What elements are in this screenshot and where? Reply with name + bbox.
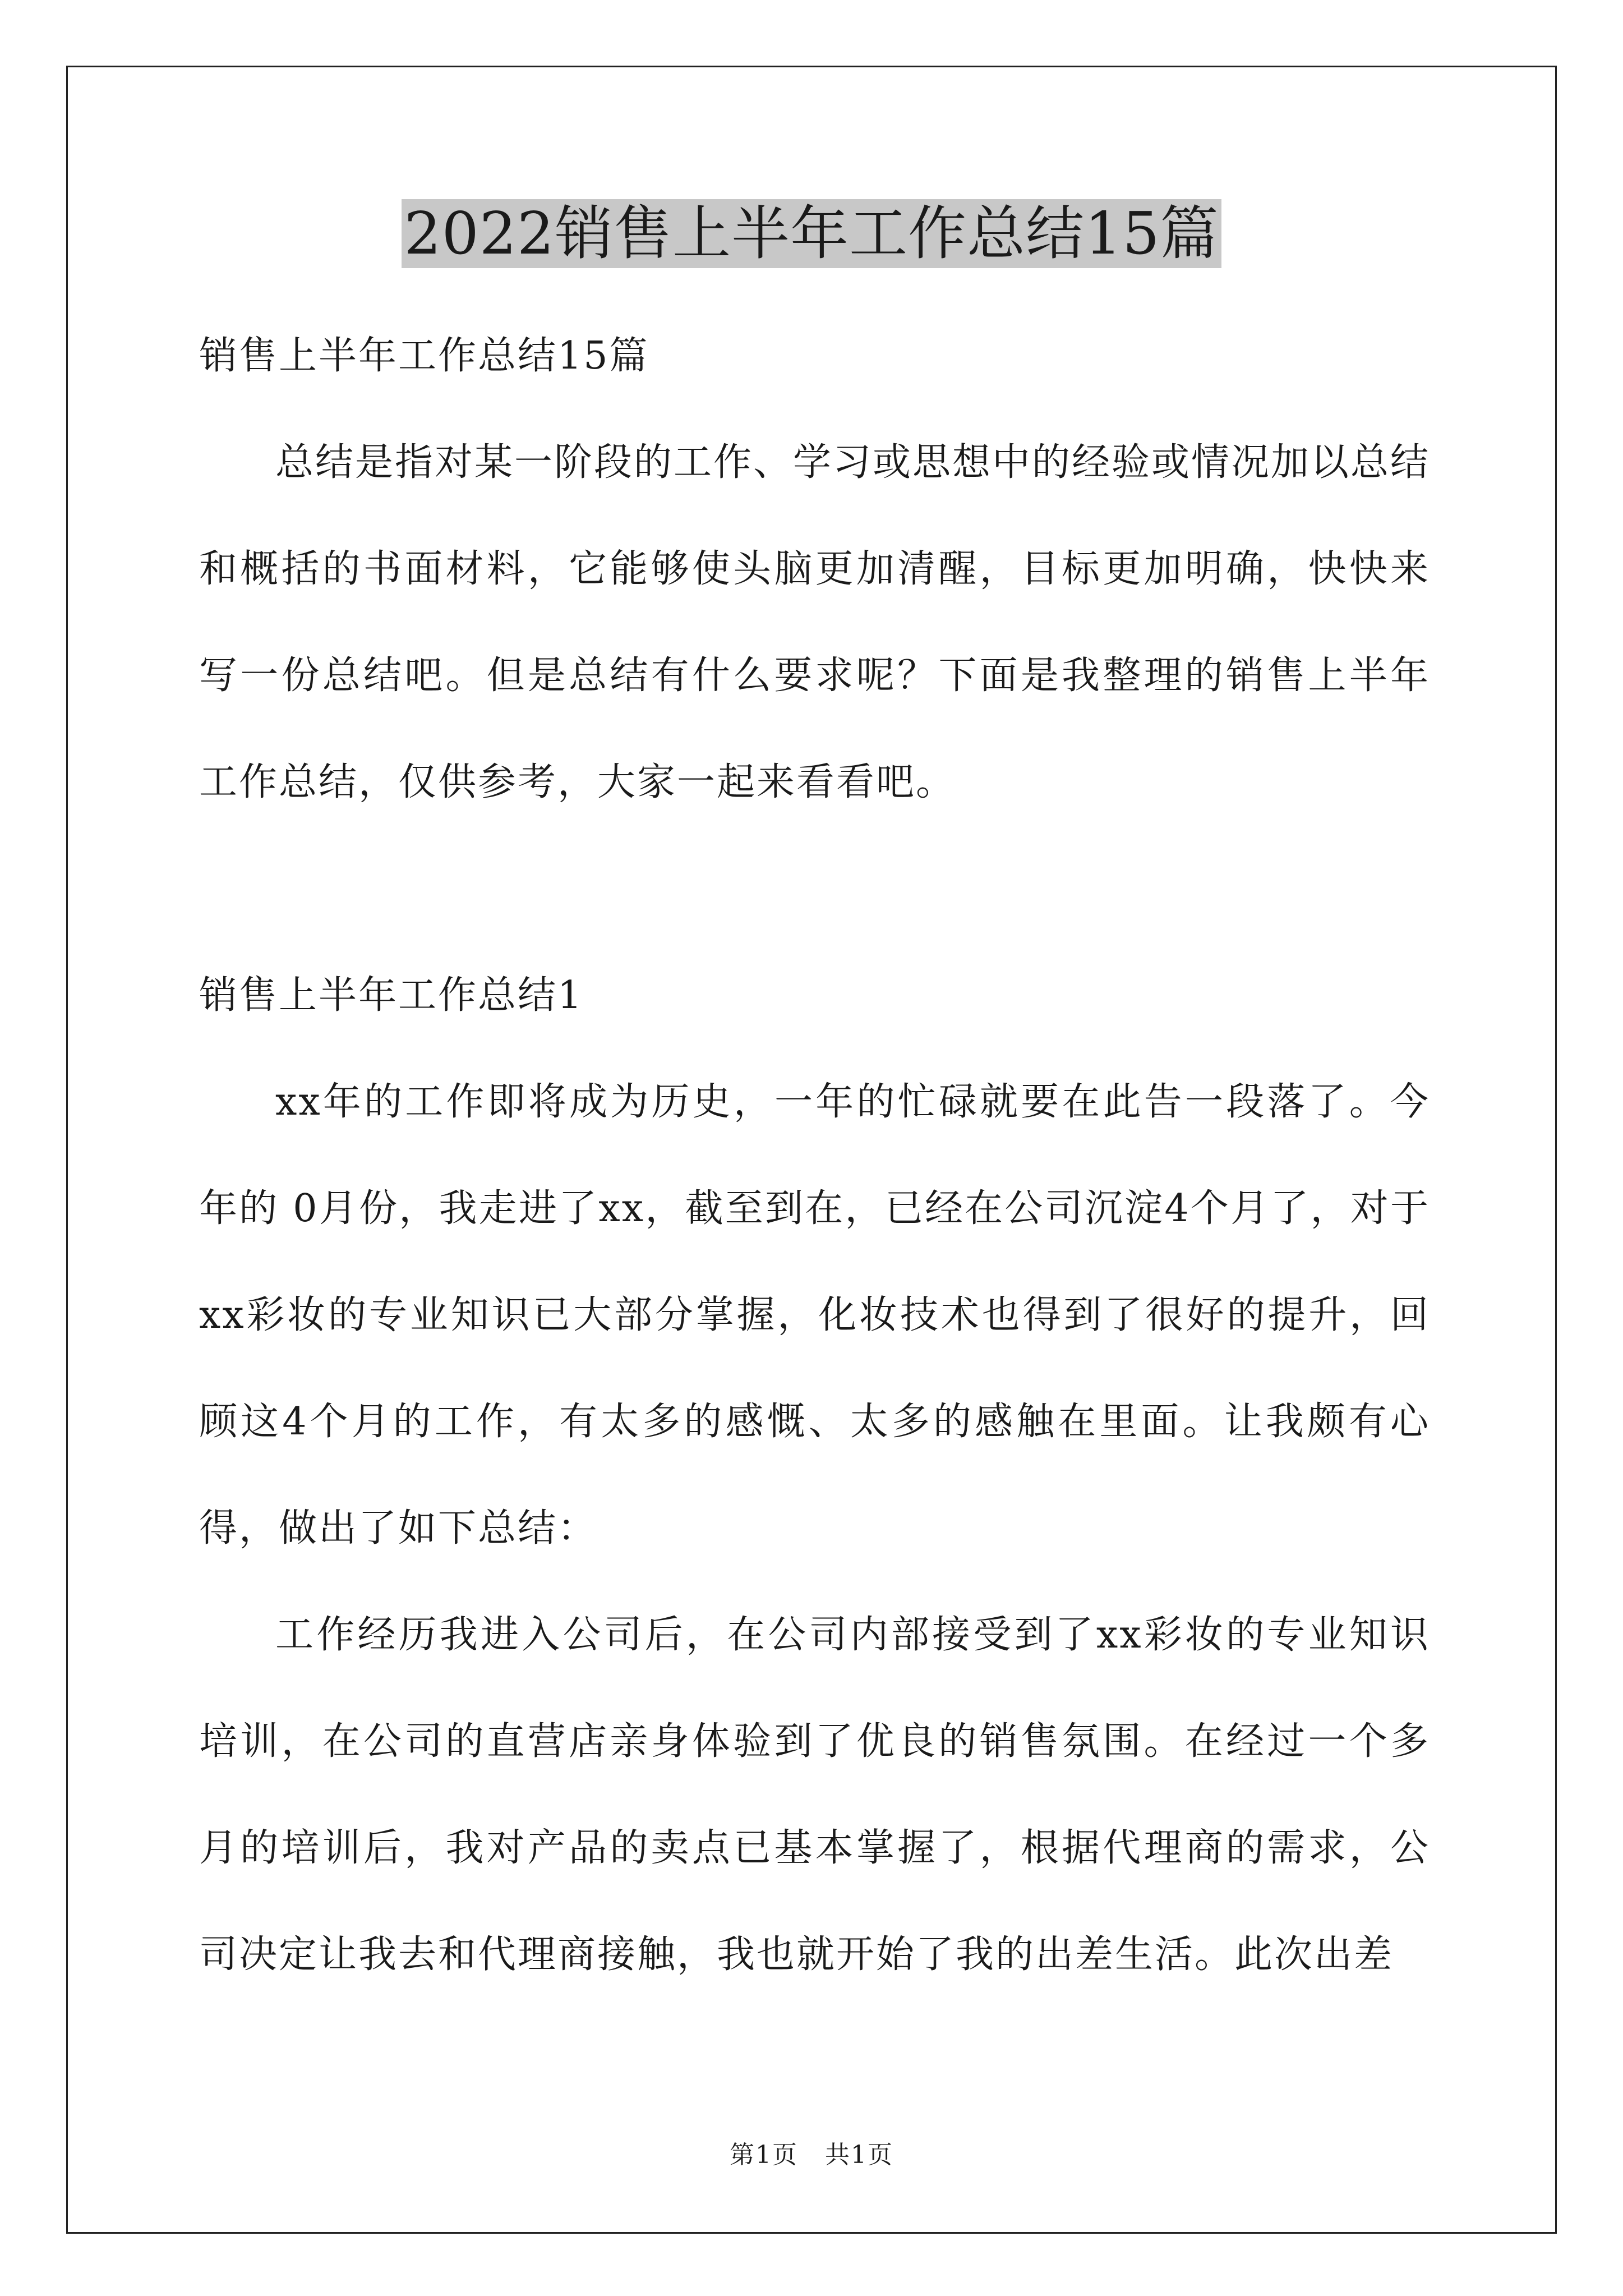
intro-paragraph: 总结是指对某一阶段的工作、学习或思想中的经验或情况加以总结和概括的书面材料，它能够使头脑更加清醒，目标更加明确，快快来写一份总结吧。但是总结有什么要求呢？下面是我整理的销售上半年工作总结，仅供参考，大家一起来看看吧。 <box>199 440 1431 804</box>
page-total: 共1页 <box>825 2141 893 2169</box>
document-body <box>199 303 1430 2008</box>
section-heading: 销售上半年工作总结1 <box>199 973 584 1018</box>
document-subtitle: 销售上半年工作总结15篇 <box>199 334 649 378</box>
page-footer <box>0 2134 1623 2170</box>
body-paragraph-1: xx年的工作即将成为历史，一年的忙碌就要在此告一段落了。今年的 0月份，我走进了xx，截至到在，已经在公司沉淀4个月了，对于xx彩妆的专业知识已大部分掌握，化妆技术也得到了很好的提升，回顾这4个月的工作，有太多的感慨、太多的感触在里面。让我颇有心得，做出了如下总结： <box>199 1080 1430 1550</box>
paragraph-spacer <box>199 836 1430 942</box>
page-number: 第1页 <box>730 2141 798 2169</box>
title-container <box>0 199 1623 268</box>
body-paragraph-2: 工作经历我进入公司后，在公司内部接受到了xx彩妆的专业知识培训，在公司的直营店亲身体验到了优良的销售氛围。在经过一个多月的培训后，我对产品的卖点已基本掌握了，根据代理商的需求，公司决定让我去和代理商接触，我也就开始了我的出差生活。此次出差 <box>199 1613 1430 1977</box>
document-title: 2022销售上半年工作总结15篇 <box>402 199 1221 268</box>
